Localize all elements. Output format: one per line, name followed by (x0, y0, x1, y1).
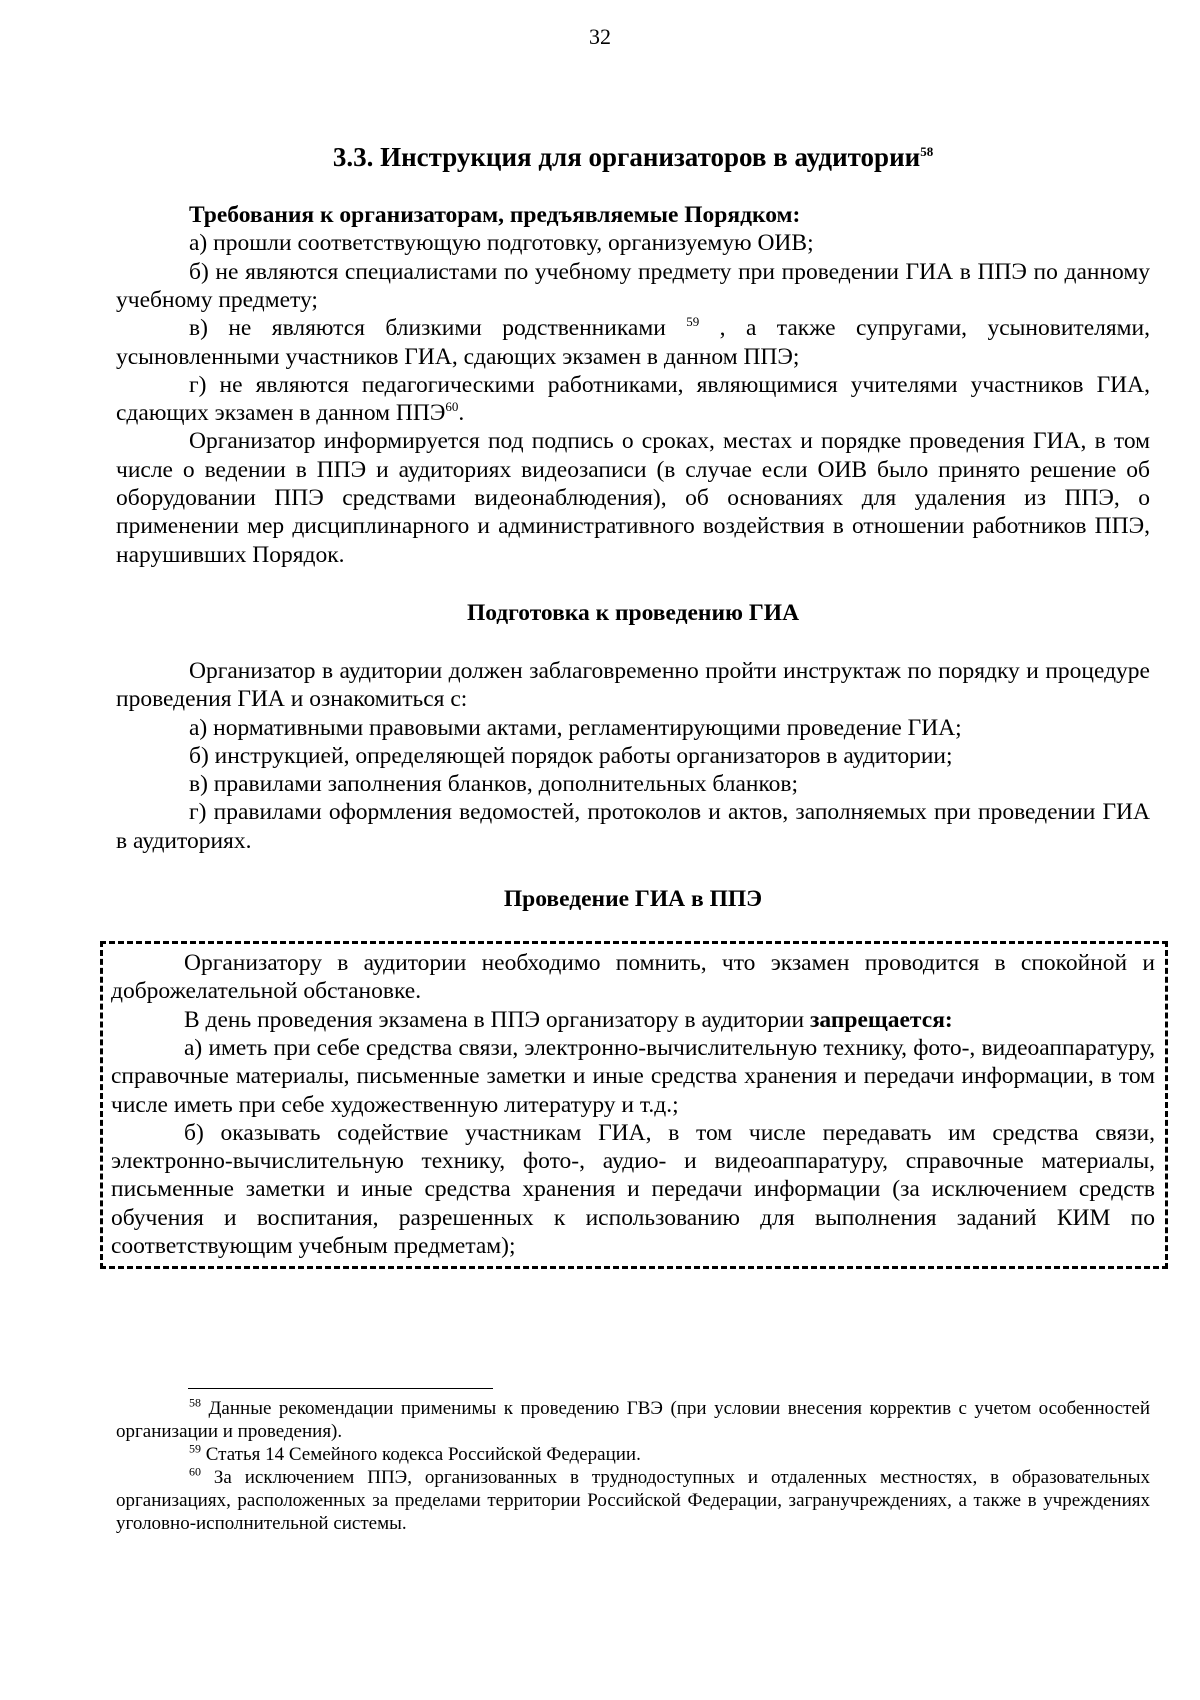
requirement-item-v-tail: , а также супругами, усыновителями, усыновленными участников ГИА, сдающих экзамен в данном ППЭ; (116, 315, 1150, 370)
document-body (111, 140, 1155, 1269)
preparation-intro: Организатор в аудитории должен заблаговременно пройти инструктаж по порядку и процедуре проведения ГИА и ознакомиться с: (116, 657, 1150, 713)
footnote-text-58: Данные рекомендации применимы к проведению ГВЭ (при условии внесения корректив с учетом особенностей организации и проведения). (116, 1398, 1150, 1442)
requirement-item-v-text: в) не являются близкими родственниками (189, 315, 687, 342)
requirement-item-g-tail: . (458, 400, 465, 427)
requirement-item-g-text: г) не являются педагогическими работниками, являющимися учителями участников ГИА, сдающих экзамен в данном ППЭ (116, 371, 1150, 427)
section-title-text: 3.3. Инструкция для организаторов в аудитории (332, 142, 921, 172)
prohibited-intro (111, 1006, 1155, 1034)
footnote-number-60: 60 (189, 1464, 201, 1479)
requirements-heading: Требования к организаторам, предъявляемые Порядком: (189, 202, 801, 229)
prohibited-intro-text: В день проведения экзамена в ППЭ организатору в аудитории (184, 1006, 810, 1033)
section-title (116, 140, 1150, 175)
informed-paragraph: Организатор информируется под подпись о сроках, местах и порядке проведения ГИА, в том числе о ведении в ППЭ и аудиториях видеозаписи (в случае если ОИВ было принято решение об оборудовании ППЭ средствами видеонаблюдения), об основаниях для удаления из ППЭ, о применении мер дисциплинарного и административного воздействия в отношении работников ППЭ, нарушивших Порядок. (116, 428, 1150, 568)
requirement-item-g (116, 371, 1150, 428)
footnote-60 (116, 1466, 1150, 1535)
requirement-item-a: а) прошли соответствующую подготовку, организуемую ОИВ; (189, 230, 814, 257)
preparation-heading: Подготовка к проведению ГИА (466, 599, 800, 626)
remember-paragraph: Организатору в аудитории необходимо помнить, что экзамен проводится в спокойной и доброжелательной обстановке. (111, 950, 1155, 1005)
footnote-58 (116, 1397, 1150, 1443)
footnote-ref-59[interactable]: 59 (686, 314, 700, 330)
preparation-item-b: б) инструкцией, определяющей порядок работы организаторов в аудитории; (189, 742, 953, 769)
footnote-separator (188, 1388, 493, 1389)
footnote-text-59: Статья 14 Семейного кодекса Российской Федерации. (201, 1444, 641, 1465)
prohibited-item-b: б) оказывать содействие участникам ГИА, в том числе передавать им средства связи, электронно-вычислительную технику, фото-, аудио- и видеоаппаратуру, справочные материалы, письменные заметки и иные средства хранения и передачи информации (за исключением средств обучения и воспитания, разрешенных к использованию для выполнения заданий КИМ по соответствующим учебным предметам); (111, 1119, 1155, 1259)
preparation-item-v: в) правилами заполнения бланков, дополнительных бланков; (189, 771, 799, 798)
preparation-item-g: г) правилами оформления ведомостей, протоколов и актов, заполняемых при проведении ГИА в аудиториях. (116, 799, 1150, 854)
notice-box (100, 941, 1168, 1269)
requirement-item-v (116, 314, 1150, 371)
page-number: 32 (589, 24, 611, 49)
footnotes (116, 1388, 1150, 1535)
footnote-ref-60[interactable]: 60 (445, 399, 459, 415)
prohibited-word: запрещается: (809, 1006, 953, 1033)
footnote-number-59: 59 (189, 1441, 201, 1456)
footnote-ref-58[interactable]: 58 (920, 144, 934, 159)
prohibited-item-a: а) иметь при себе средства связи, электронно-вычислительную технику, фото-, видеоаппаратуру, справочные материалы, письменные заметки и иные средства хранения и передачи информации, в том числе иметь при себе художественную литературу и т.д.; (111, 1034, 1155, 1118)
footnote-59 (116, 1443, 1150, 1466)
requirement-item-b: б) не являются специалистами по учебному предмету при проведении ГИА в ППЭ по данному учебному предмету; (116, 258, 1150, 313)
preparation-item-a: а) нормативными правовыми актами, регламентирующими проведение ГИА; (189, 714, 962, 741)
footnote-text-60: За исключением ППЭ, организованных в труднодоступных и отдаленных местностях, в образовательных организациях, расположенных за пределами территории Российской Федерации, загранучреждениях, а также в учреждениях уголовно-исполнительной системы. (116, 1467, 1150, 1534)
footnote-number-58: 58 (189, 1395, 201, 1410)
conduct-heading: Проведение ГИА в ППЭ (503, 886, 763, 913)
